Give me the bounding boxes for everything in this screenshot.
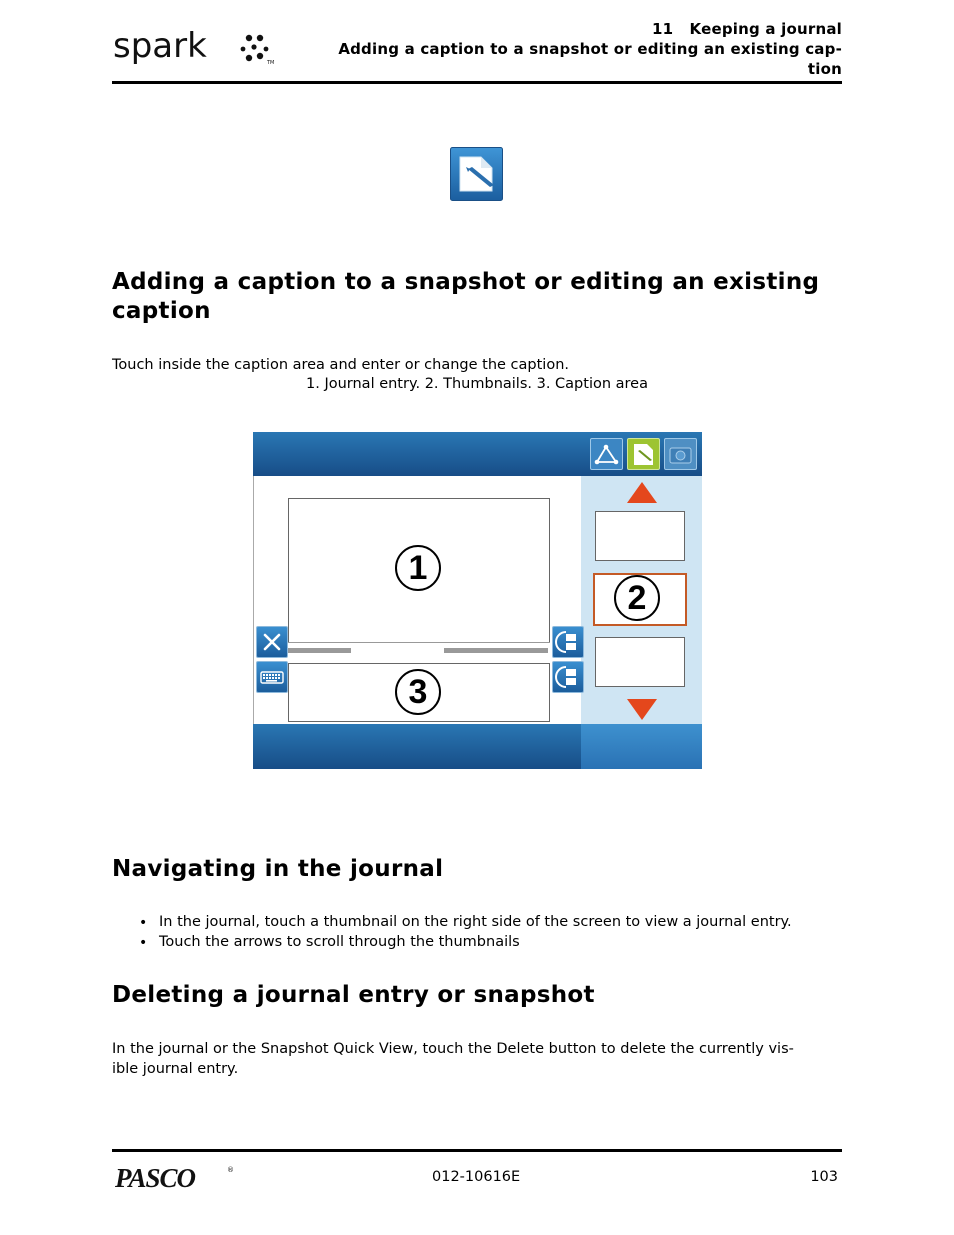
thumbnail[interactable] (595, 511, 685, 561)
callout-1: 1 (395, 545, 441, 591)
journal-caption-icon[interactable] (627, 438, 660, 470)
callout-3: 3 (395, 669, 441, 715)
deleting-paragraph (112, 1039, 842, 1079)
move-entry-icon[interactable] (552, 661, 584, 693)
device-bottom-bar (253, 724, 581, 769)
graph-tool-icon[interactable] (590, 438, 623, 470)
entry-separator (288, 642, 550, 643)
device-bottom-bar-right (581, 724, 702, 769)
navigating-heading: Navigating in the journal (112, 856, 444, 882)
svg-text:spark: spark (113, 26, 207, 66)
header-section-line2: tion (807, 60, 842, 78)
caption-section-heading: Adding a caption to a snapshot or editing an existing caption (112, 269, 820, 324)
footer-rule (112, 1149, 842, 1152)
delete-x-icon[interactable] (256, 626, 288, 658)
header-section-line1: Adding a caption to a snapshot or editing an existing cap- (338, 40, 842, 58)
deleting-heading: Deleting a journal entry or snapshot (112, 982, 595, 1008)
camera-icon[interactable] (664, 438, 697, 470)
scroll-down-arrow-icon[interactable] (625, 696, 659, 722)
journal-screen-figure (253, 432, 702, 769)
header-chapter: 11 Keeping a journal (652, 20, 842, 38)
pasco-logo (115, 1163, 235, 1191)
figure-caption: 1. Journal entry. 2. Thumbnails. 3. Caption area (306, 376, 648, 392)
callout-2: 2 (614, 575, 660, 621)
header-rule (112, 81, 842, 84)
scroll-up-arrow-icon[interactable] (625, 480, 659, 506)
list-item: • Touch the arrows to scroll through the thumbnails (112, 933, 792, 953)
edit-caption-icon (450, 147, 503, 201)
svg-text:PASCO: PASCO (115, 1163, 196, 1191)
navigating-bullet-list (112, 913, 792, 952)
caption-instruction: Touch inside the caption area and enter or change the caption. (112, 357, 569, 373)
deleting-paragraph-line2: ible journal entry. (112, 1061, 239, 1077)
running-header (302, 19, 842, 79)
document-number: 012-10616E (432, 1169, 521, 1185)
device-left-edge (253, 476, 254, 724)
page-number: 103 (810, 1169, 838, 1185)
svg-text:TM: TM (267, 60, 275, 66)
keyboard-icon[interactable] (256, 661, 288, 693)
move-entry-icon[interactable] (552, 626, 584, 658)
list-item: • In the journal, touch a thumbnail on the right side of the screen to view a journal entry. (112, 913, 792, 933)
entry-scrollbar-left[interactable] (288, 648, 351, 653)
thumbnail[interactable] (595, 637, 685, 687)
spark-logo (113, 26, 278, 68)
deleting-paragraph-line1: In the journal or the Snapshot Quick View, touch the Delete button to delete the currently vis- (112, 1041, 794, 1057)
svg-text:®: ® (227, 1166, 234, 1174)
entry-scrollbar-right[interactable] (444, 648, 548, 653)
